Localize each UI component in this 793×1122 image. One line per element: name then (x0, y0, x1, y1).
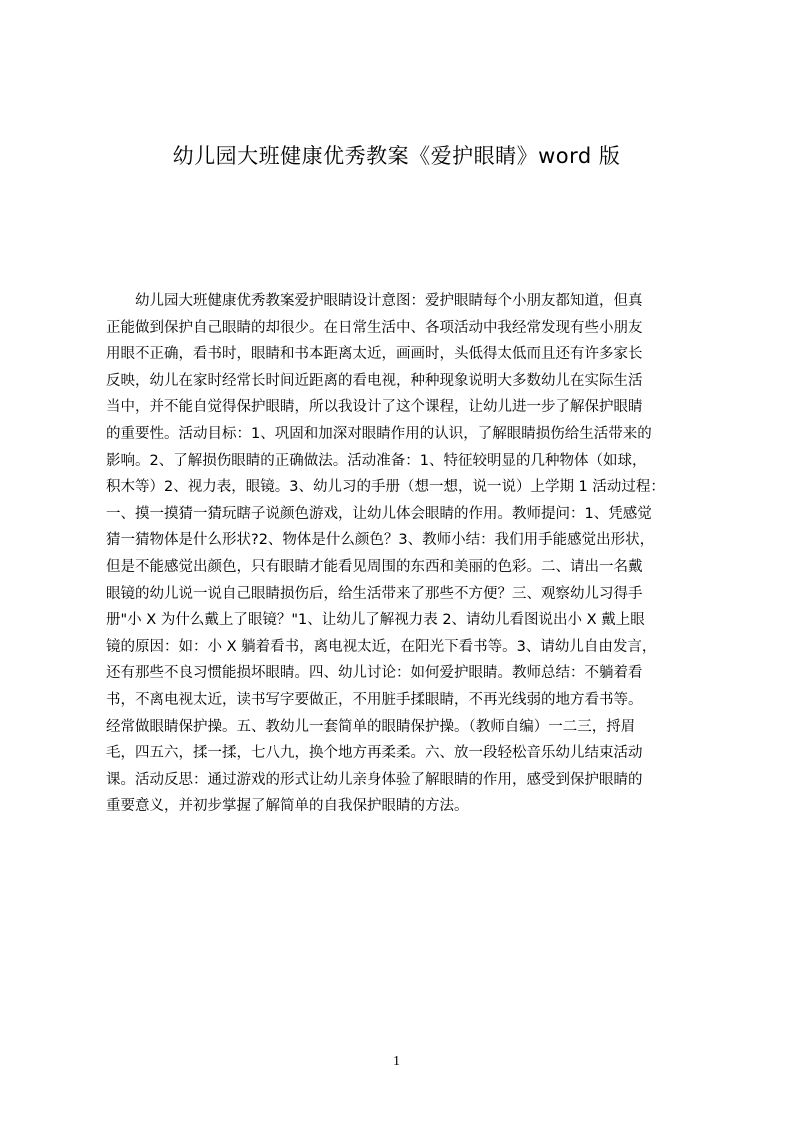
body-line: 镜的原因：如：小 X 躺着看书，离电视太近，在阳光下看书等。3、请幼儿自由发言， (106, 638, 657, 655)
body-line: 反映，幼儿在家时经常长时间近距离的看电视，种种现象说明大多数幼儿在实际生活 (106, 372, 643, 389)
body-line: 眼镜的幼儿说一说自己眼睛损伤后，给生活带来了那些不方便？三、观察幼儿习得手 (106, 585, 643, 602)
body-line: 幼儿园大班健康优秀教案爱护眼睛设计意图：爱护眼睛每个小朋友都知道，但真 (106, 293, 643, 309)
page-number: 1 (393, 1054, 400, 1069)
body-line: 册"小 X 为什么戴上了眼镜？"1、让幼儿了解视力表 2、请幼儿看图说出小 X 戴上眼 (106, 612, 645, 629)
body-line: 的重要性。活动目标：1、巩固和加深对眼睛作用的认识，了解眼睛损伤给生活带来的 (106, 425, 652, 442)
body-line: 课。活动反思：通过游戏的形式让幼儿亲身体验了解眼睛的作用，感受到保护眼睛的 (106, 771, 643, 788)
body-line: 当中，并不能自觉得保护眼睛，所以我设计了这个课程，让幼儿进一步了解保护眼睛 (106, 399, 643, 416)
body-line: 一、摸一摸猜一猜玩瞎子说颜色游戏，让幼儿体会眼睛的作用。教师提问：1、凭感觉 (106, 505, 652, 522)
body-line: 毛，四五六，揉一揉，七八九，换个地方再柔柔。六、放一段轻松音乐幼儿结束活动 (106, 745, 643, 762)
body-line: 书，不离电视太近，读书写字要做正，不用脏手揉眼睛，不再光线弱的地方看书等。 (106, 691, 643, 708)
document-title: 幼儿园大班健康优秀教案《爱护眼睛》word 版 (172, 144, 621, 168)
document-body (106, 288, 698, 820)
body-line: 积木等）2、视力表，眼镜。3、幼儿习的手册（想一想，说一说）上学期 1 活动过程： (106, 479, 665, 496)
body-line: 还有那些不良习惯能损坏眼睛。四、幼儿讨论：如何爱护眼睛。教师总结：不躺着看 (106, 665, 643, 682)
body-line: 重要意义，并初步掌握了解简单的自我保护眼睛的方法。 (106, 798, 469, 815)
body-line: 猜一猜物体是什么形状?2、物体是什么颜色？3、教师小结：我们用手能感觉出形状， (106, 532, 655, 549)
body-line: 用眼不正确，看书时，眼睛和书本距离太近，画画时，头低得太低而且还有许多家长 (106, 346, 643, 363)
body-line: 正能做到保护自己眼睛的却很少。在日常生活中、各项活动中我经常发现有些小朋友 (106, 319, 643, 336)
body-line: 影响。2、了解损伤眼睛的正确做法。活动准备：1、特征较明显的几种物体（如球， (106, 452, 647, 469)
body-line: 但是不能感觉出颜色，只有眼睛才能看见周围的东西和美丽的色彩。二、请出一名戴 (106, 558, 643, 575)
body-line: 经常做眼睛保护操。五、教幼儿一套简单的眼睛保护操。（教师自编）一二三，捋眉 (106, 718, 636, 735)
